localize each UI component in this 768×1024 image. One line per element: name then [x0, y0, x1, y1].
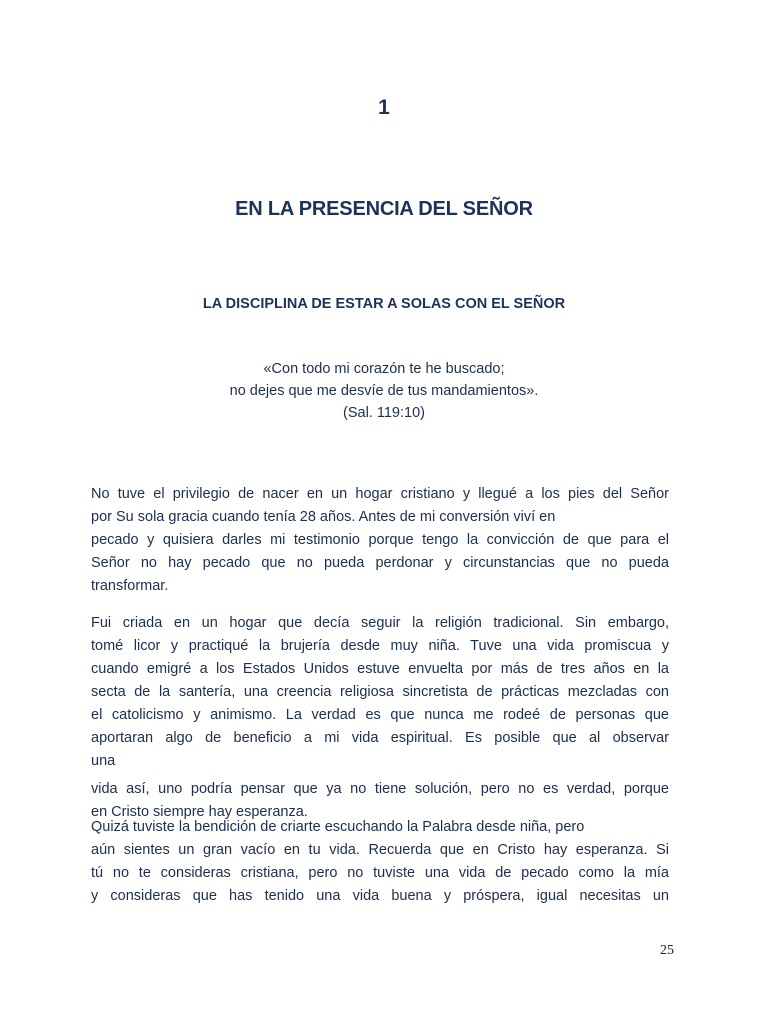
text-line: Señor no hay pecado que no pueda perdonar y circunstancias que no pueda	[91, 555, 669, 571]
epigraph-line: no dejes que me desvíe de tus mandamientos».	[229, 383, 539, 399]
text-line: tomé licor y practiqué la brujería desde muy niña. Tuve una vida promiscua y	[91, 638, 669, 654]
text-line: Fui criada en un hogar que decía seguir la religión tradicional. Sin embargo,	[91, 615, 669, 631]
text-line: aportaran algo de beneficio a mi vida espiritual. Es posible que al observar	[91, 730, 669, 746]
text-line: vida así, uno podría pensar que ya no tiene solución, pero no es verdad, porque	[91, 781, 669, 797]
text-line: Quizá tuviste la bendición de criarte escuchando la Palabra desde niña, pero	[91, 819, 585, 835]
text-line: y consideras que has tenido una vida buena y próspera, igual necesitas un	[91, 888, 669, 904]
text-line: cuando emigré a los Estados Unidos estuve envuelta por más de tres años en la	[91, 661, 669, 677]
page-number: 25	[660, 943, 674, 958]
chapter-title: EN LA PRESENCIA DEL SEÑOR	[235, 198, 533, 220]
text-line: aún sientes un gran vacío en tu vida. Recuerda que en Cristo hay esperanza. Si	[91, 842, 669, 858]
paragraph-1	[91, 483, 669, 598]
text-line: por Su sola gracia cuando tenía 28 años. Antes de mi conversión viví en	[91, 509, 556, 525]
chapter-number: 1	[378, 96, 390, 119]
paragraph-3	[91, 816, 669, 908]
text-line: una	[91, 753, 116, 769]
epigraph-line: «Con todo mi corazón te he buscado;	[263, 361, 505, 377]
text-line: pecado y quisiera darles mi testimonio porque tengo la convicción de que para el	[91, 532, 669, 548]
epigraph-reference: (Sal. 119:10)	[343, 405, 425, 421]
text-line: No tuve el privilegio de nacer en un hogar cristiano y llegué a los pies del Señor	[91, 486, 669, 502]
text-line: el catolicismo y animismo. La verdad es que nunca me rodeé de personas que	[91, 707, 669, 723]
epigraph	[0, 358, 768, 424]
text-line: tú no te consideras cristiana, pero no tuviste una vida de pecado como la mía	[91, 865, 669, 881]
text-line: secta de la santería, una creencia religiosa sincretista de prácticas mezcladas con	[91, 684, 669, 700]
text-line: transformar.	[91, 578, 169, 594]
paragraph-2	[91, 612, 669, 773]
section-title: LA DISCIPLINA DE ESTAR A SOLAS CON EL SEÑOR	[202, 296, 566, 312]
text-line: en Cristo siempre hay esperanza.	[91, 804, 308, 820]
